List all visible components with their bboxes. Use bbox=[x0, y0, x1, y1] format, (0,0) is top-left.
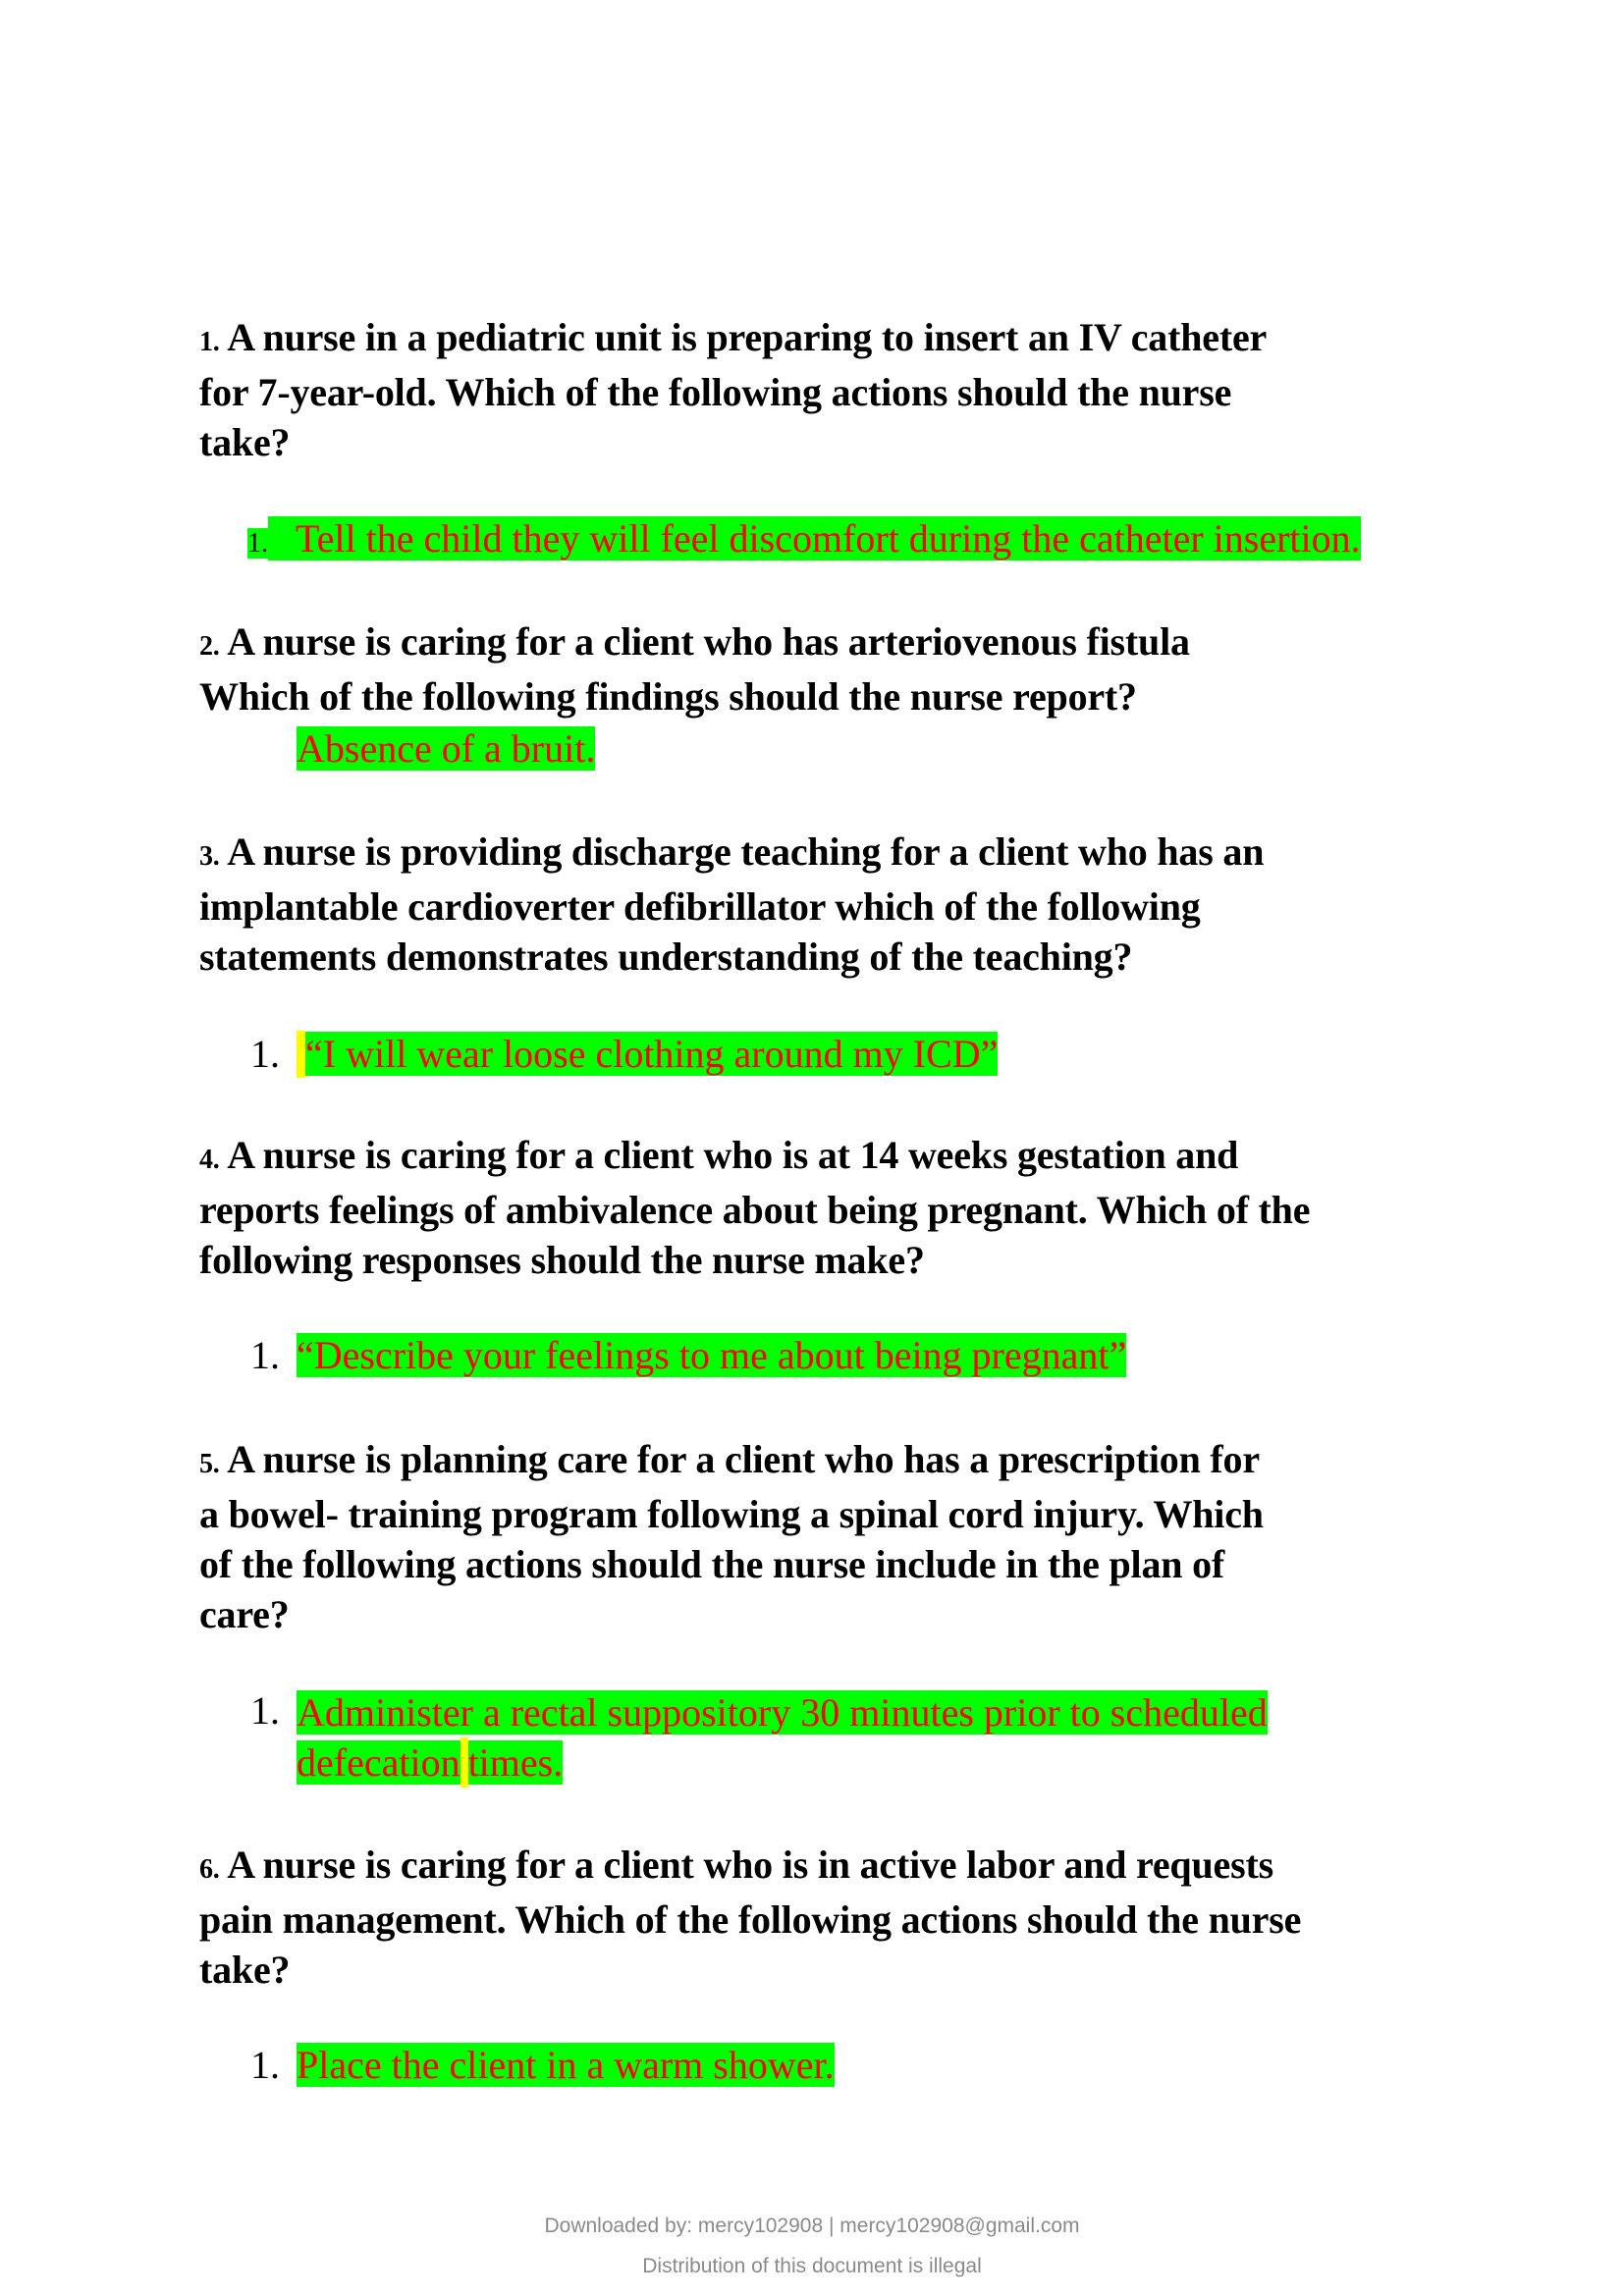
question-text-line: reports feelings of ambivalence about being pregnant. Which of the bbox=[199, 1188, 1311, 1232]
question-number: 4. bbox=[199, 1145, 220, 1175]
answer-6 bbox=[297, 2042, 835, 2089]
answer-2 bbox=[297, 725, 595, 773]
question-text-line: take? bbox=[199, 1948, 291, 1992]
question-text-line: A nurse is providing discharge teaching for a client who has an bbox=[227, 829, 1265, 874]
question-3 bbox=[199, 827, 1495, 982]
answer-number: 1. bbox=[247, 528, 268, 559]
question-text-line: Which of the following findings should the nurse report? bbox=[199, 674, 1137, 719]
distribution-notice: Distribution of this document is illegal bbox=[642, 2255, 982, 2277]
highlight-marker bbox=[460, 1737, 468, 1788]
question-text-line: care? bbox=[199, 1592, 290, 1636]
question-5 bbox=[199, 1434, 1495, 1639]
question-text-line: statements demonstrates understanding of the teaching? bbox=[199, 934, 1133, 979]
answer-text: Administer a rectal suppository 30 minutes prior to scheduled bbox=[297, 1690, 1268, 1735]
question-text-line: of the following actions should the nurse include in the plan of bbox=[199, 1542, 1225, 1586]
answer-text: “I will wear loose clothing around my ICD” bbox=[305, 1032, 999, 1076]
question-text-line: A nurse is planning care for a client who has a prescription for bbox=[227, 1437, 1260, 1481]
answer-4 bbox=[297, 1332, 1126, 1379]
question-text-line: for 7-year-old. Which of the following actions should the nurse bbox=[199, 370, 1232, 414]
question-text-line: take? bbox=[199, 420, 291, 464]
question-number: 3. bbox=[199, 841, 220, 872]
answer-number: 1. bbox=[250, 1688, 280, 1733]
answer-number: 1. bbox=[250, 1032, 280, 1076]
answer-5 bbox=[297, 1687, 1268, 1788]
question-text-line: A nurse is caring for a client who is at 14 weeks gestation and bbox=[227, 1133, 1239, 1177]
question-4 bbox=[199, 1130, 1495, 1285]
answer-number: 1. bbox=[250, 2043, 280, 2087]
question-1 bbox=[199, 312, 1495, 467]
question-text-line: pain management. Which of the following actions should the nurse bbox=[199, 1897, 1302, 1942]
question-text-line: following responses should the nurse make? bbox=[199, 1238, 925, 1282]
answer-text: defecation bbox=[297, 1740, 460, 1785]
question-text-line: a bowel- training program following a spinal cord injury. Which bbox=[199, 1492, 1264, 1536]
answer-3 bbox=[297, 1031, 998, 1078]
question-text-line: A nurse is caring for a client who has arteriovenous fistula bbox=[227, 619, 1190, 664]
answer-1 bbox=[247, 515, 1361, 567]
question-number: 5. bbox=[199, 1449, 220, 1479]
question-number: 1. bbox=[199, 327, 220, 357]
download-notice: Downloaded by: mercy102908 | mercy102908@gmail.com bbox=[544, 2215, 1080, 2237]
answer-text: “Describe your feelings to me about being pregnant” bbox=[297, 1333, 1127, 1377]
answer-text: Absence of a bruit. bbox=[297, 726, 596, 771]
answer-text: Tell the child they will feel discomfort during the catheter insertion. bbox=[268, 516, 1361, 561]
answer-number: 1. bbox=[250, 1333, 280, 1377]
answer-text: times. bbox=[467, 1740, 564, 1785]
highlight-marker bbox=[297, 1031, 305, 1078]
question-number: 2. bbox=[199, 631, 220, 662]
question-text-line: A nurse is caring for a client who is in active labor and requests bbox=[227, 1842, 1273, 1887]
question-6 bbox=[199, 1840, 1495, 1995]
question-2 bbox=[199, 616, 1495, 721]
question-text-line: implantable cardioverter defibrillator which of the following bbox=[199, 884, 1201, 929]
question-number: 6. bbox=[199, 1854, 220, 1885]
question-text-line: A nurse in a pediatric unit is preparing to insert an IV catheter bbox=[227, 315, 1268, 359]
answer-text: Place the client in a warm shower. bbox=[297, 2043, 835, 2087]
